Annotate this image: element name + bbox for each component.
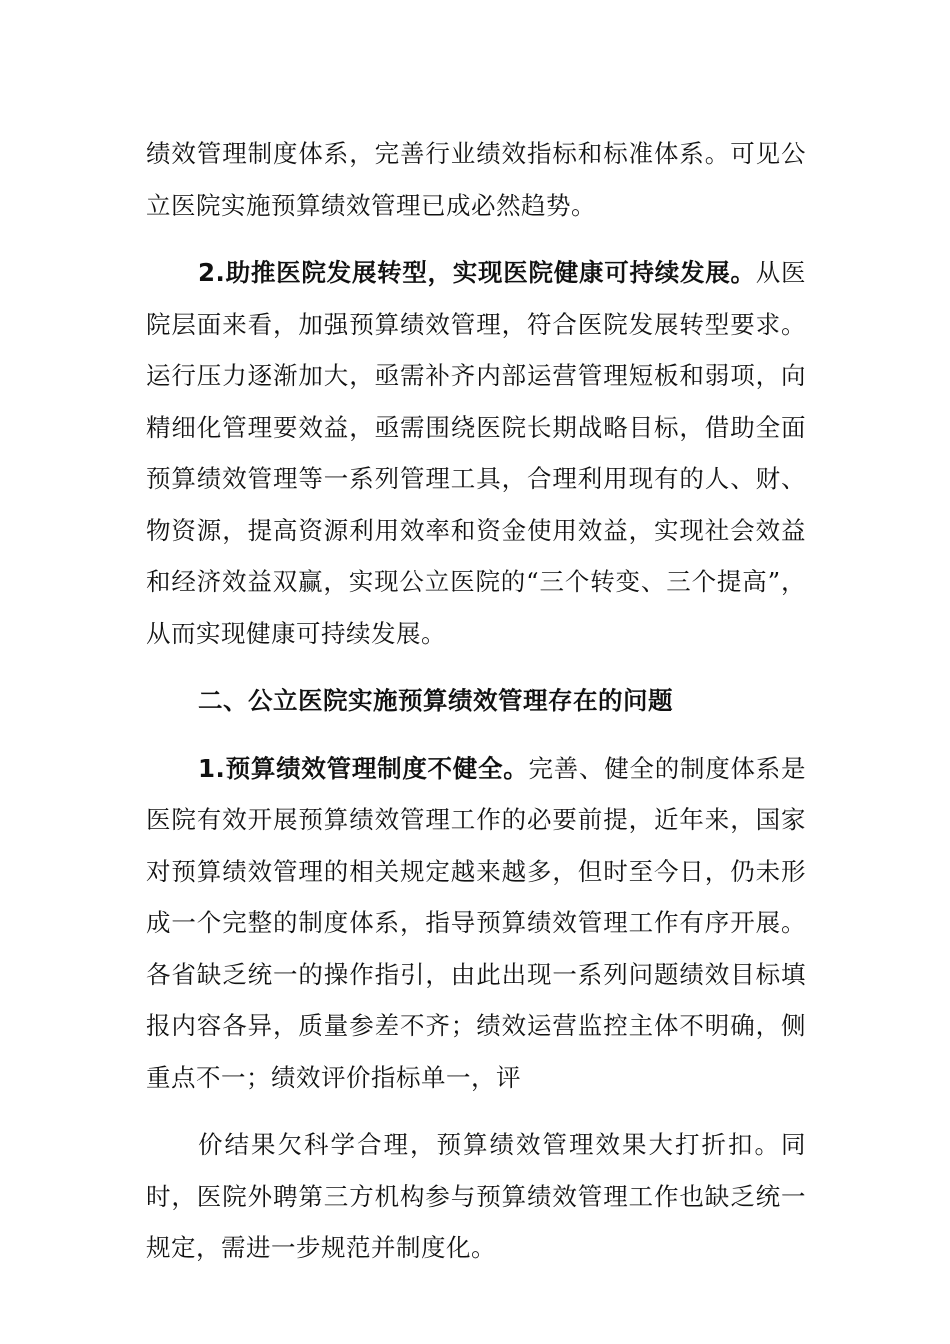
paragraph-evaluation-results [146,1119,806,1274]
paragraph-lead-bold: 2.助推医院发展转型，实现医院健康可持续发展。 [198,258,756,287]
paragraph-text: 绩效管理制度体系，完善行业绩效指标和标准体系。可见公立医院实施预算绩效管理已成必然趋势。 [146,139,806,220]
paragraph-system-incomplete [146,743,806,1104]
paragraph-development-transformation [146,247,806,659]
paragraph-text: 价结果欠科学合理，预算绩效管理效果大打折扣。同时，医院外聘第三方机构参与预算绩效管理工作也缺乏统一规定，需进一步规范并制度化。 [146,1130,806,1262]
paragraph-lead-bold: 1.预算绩效管理制度不健全。 [198,753,529,783]
paragraph-text: 从医院层面来看，加强预算绩效管理，符合医院发展转型要求。运行压力逐渐加大，亟需补齐内部运营管理短板和弱项，向精细化管理要效益，亟需围绕医院长期战略目标，借助全面预算绩效管理等一系列管理工具，合理利用现有的人、财、物资源，提高资源利用效率和资金使用效益，实现社会效益和经济效益双赢，实现公立医院的“三个转变、三个提高”，从而实现健康可持续发展。 [146,258,806,648]
paragraph-text: 完善、健全的制度体系是医院有效开展预算绩效管理工作的必要前提，近年来，国家对预算绩效管理的相关规定越来越多，但时至今日，仍未形成一个完整的制度体系，指导预算绩效管理工作有序开展。各省缺乏统一的操作指引，由此出现一系列问题绩效目标填报内容各异，质量参差不齐；绩效运营监控主体不明确，侧重点不一；绩效评价指标单一，评 [146,753,806,1092]
paragraph-continuation [146,128,806,231]
document-body [146,128,806,1274]
section-heading: 二、公立医院实施预算绩效管理存在的问题 [198,686,673,715]
